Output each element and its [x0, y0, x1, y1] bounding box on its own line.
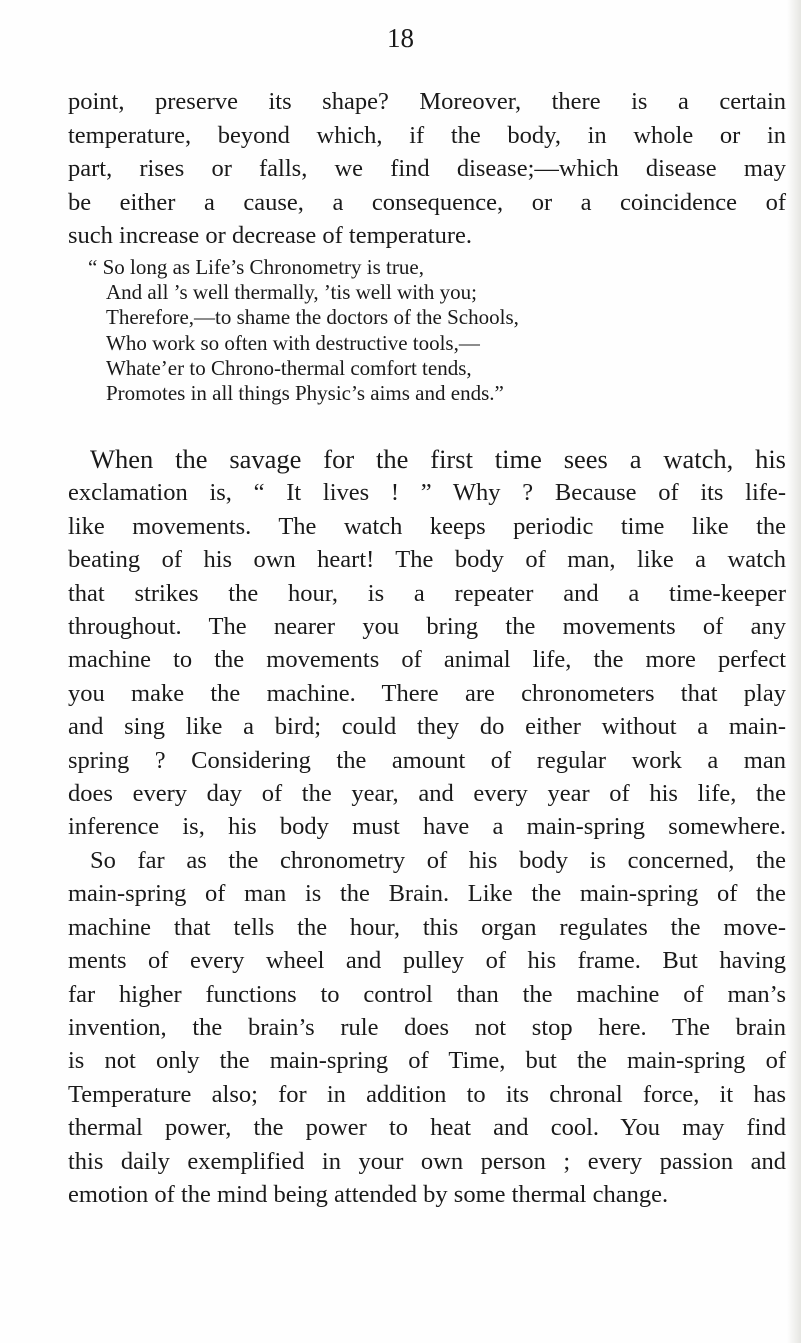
page-number: 18 [387, 23, 414, 53]
text-line: such increase or decrease of temperature. [68, 222, 473, 250]
poem-line: Who work so often with destructive tools,— [106, 330, 480, 355]
poem-line: Therefore,—to shame the doctors of the Schools, [106, 305, 519, 330]
poem-quotation [88, 255, 728, 406]
text-line: machine that tells the hour, this organ regulates the move- [68, 913, 786, 941]
text-line: beating of his own heart! The body of man, like a watch [68, 546, 786, 574]
poem-line: And all ’s well thermally, ’tis well with you; [106, 280, 477, 305]
text-line: that strikes the hour, is a repeater and a time-keeper [68, 579, 786, 607]
text-line: this daily exemplified in your own person ; every passion and [68, 1147, 786, 1175]
text-line: spring ? Considering the amount of regular work a man [68, 746, 786, 774]
text-line: part, rises or falls, we find disease;—which disease may [68, 155, 786, 183]
poem-line: Promotes in all things Physic’s aims and ends.” [106, 381, 504, 406]
text-line: thermal power, the power to heat and cool. You may find [68, 1114, 786, 1142]
text-line: invention, the brain’s rule does not stop here. The brain [68, 1013, 786, 1041]
text-line: temperature, beyond which, if the body, in whole or in [68, 121, 786, 149]
text-line: exclamation is, “ It lives ! ” Why ? Because of its life- [68, 479, 786, 507]
text-line: you make the machine. There are chronometers that play [68, 679, 786, 707]
text-line: does every day of the year, and every year of his life, the [68, 780, 786, 808]
text-line: throughout. The nearer you bring the movements of any [68, 613, 786, 641]
text-line: main-spring of man is the Brain. Like the main-spring of the [68, 880, 786, 908]
page-edge-shadow [787, 0, 801, 1343]
text-line: point, preserve its shape? Moreover, there is a certain [68, 88, 786, 115]
text-line: emotion of the mind being attended by some thermal change. [68, 1180, 669, 1208]
poem-line: Whate’er to Chrono-thermal comfort tends, [106, 355, 472, 380]
text-line: far higher functions to control than the machine of man’s [68, 980, 786, 1008]
poem-line: “ So long as Life’s Chronometry is true, [88, 255, 424, 279]
text-line: is not only the main-spring of Time, but the main-spring of [68, 1047, 786, 1075]
text-line: machine to the movements of animal life, the more perfect [68, 646, 786, 674]
text-line: like movements. The watch keeps periodic time like the [68, 512, 786, 540]
text-line: When the savage for the first time sees a watch, his [90, 444, 786, 474]
text-line: ments of every wheel and pulley of his frame. But having [68, 947, 786, 975]
text-line: So far as the chronometry of his body is concerned, the [90, 846, 786, 874]
paragraph-1 [68, 85, 786, 253]
text-line: and sing like a bird; could they do either without a main- [68, 713, 786, 741]
text-line: Temperature also; for in addition to its chronal force, it has [68, 1080, 786, 1108]
text-line: be either a cause, a consequence, or a coincidence of [68, 188, 786, 216]
paragraph-2 [68, 443, 786, 1211]
text-line: inference is, his body must have a main-spring somewhere. [68, 813, 786, 841]
